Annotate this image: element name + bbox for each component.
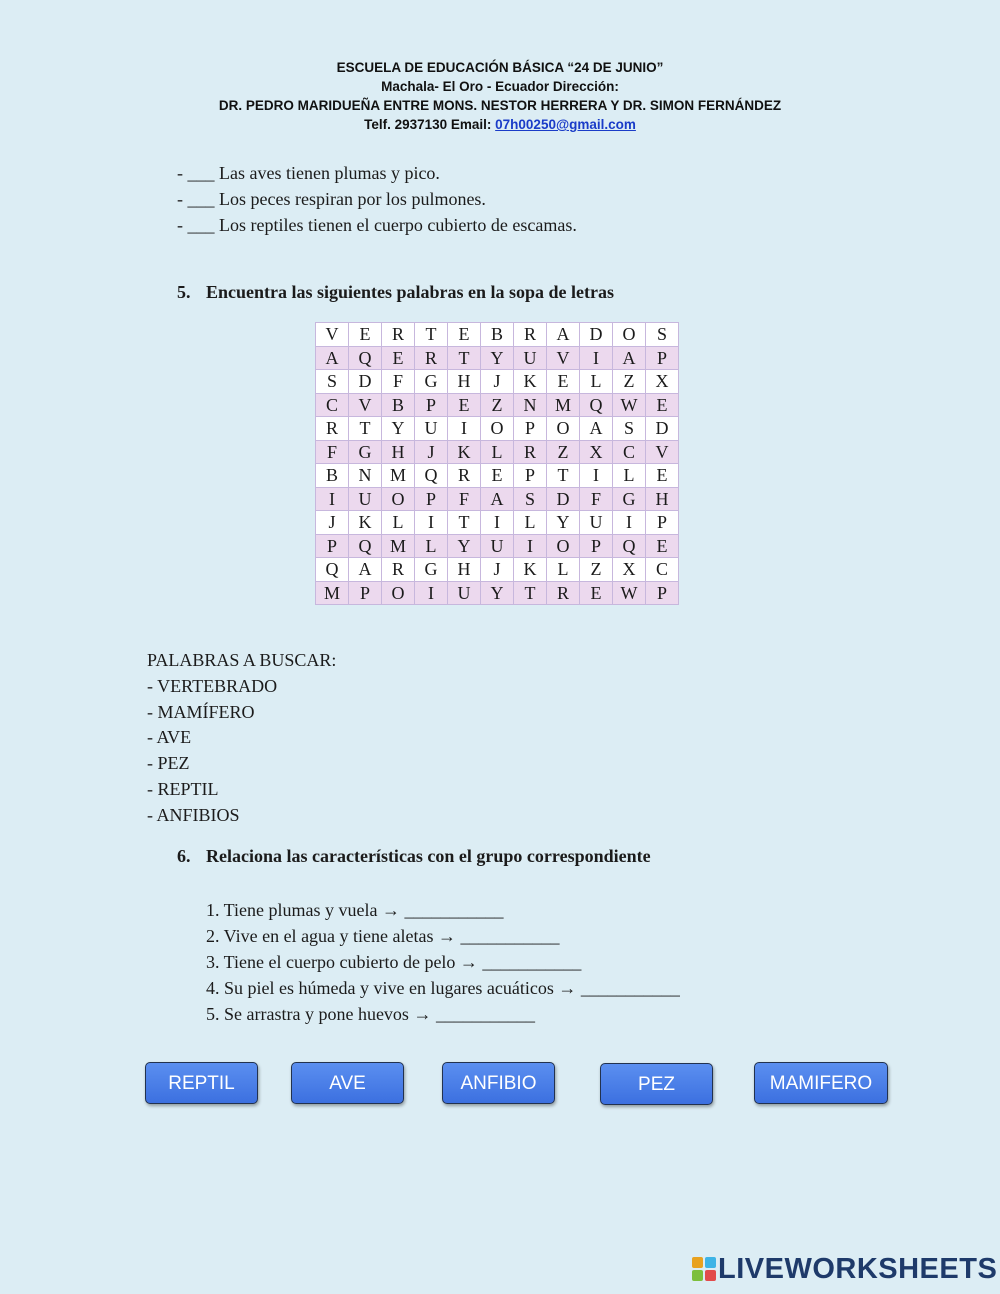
grid-cell[interactable]: M	[316, 581, 349, 605]
grid-cell[interactable]: E	[382, 346, 415, 370]
grid-cell[interactable]: R	[448, 464, 481, 488]
grid-row	[316, 464, 679, 488]
grid-cell[interactable]: U	[415, 417, 448, 441]
grid-cell[interactable]: R	[514, 323, 547, 347]
grid-cell[interactable]: A	[613, 346, 646, 370]
grid-cell[interactable]: M	[382, 464, 415, 488]
grid-row	[316, 393, 679, 417]
grid-cell[interactable]: U	[580, 511, 613, 535]
grid-cell[interactable]: N	[349, 464, 382, 488]
grid-cell[interactable]: S	[316, 370, 349, 394]
word-list-item: - AVE	[147, 727, 192, 748]
grid-cell[interactable]: I	[448, 417, 481, 441]
section-6-title: Relaciona las características con el grupo correspondiente	[206, 846, 651, 866]
grid-cell[interactable]: V	[349, 393, 382, 417]
word-list-item: - PEZ	[147, 753, 190, 774]
grid-cell[interactable]: F	[382, 370, 415, 394]
grid-cell[interactable]: Q	[349, 534, 382, 558]
grid-cell[interactable]: T	[547, 464, 580, 488]
word-list-item: - REPTIL	[147, 778, 219, 799]
grid-cell[interactable]: O	[382, 581, 415, 605]
grid-cell[interactable]: L	[580, 370, 613, 394]
true-false-list	[177, 160, 577, 238]
grid-cell[interactable]: X	[613, 558, 646, 582]
grid-cell[interactable]: D	[580, 323, 613, 347]
match-item: 5. Se arrastra y pone huevos → ___________	[206, 1004, 535, 1024]
grid-row	[316, 581, 679, 605]
grid-cell[interactable]: D	[547, 487, 580, 511]
grid-cell[interactable]: S	[646, 323, 679, 347]
grid-cell[interactable]: G	[415, 370, 448, 394]
true-false-item: - ___ Los reptiles tienen el cuerpo cubierto de escamas.	[177, 215, 577, 235]
grid-cell[interactable]: V	[547, 346, 580, 370]
school-header	[0, 58, 1000, 134]
grid-cell[interactable]: F	[580, 487, 613, 511]
match-item: 4. Su piel es húmeda y vive en lugares acuáticos → ___________	[206, 978, 680, 998]
grid-cell[interactable]: U	[349, 487, 382, 511]
grid-cell[interactable]: P	[316, 534, 349, 558]
word-list-title: PALABRAS A BUSCAR:	[147, 650, 337, 670]
word-list	[147, 648, 336, 829]
grid-cell[interactable]: U	[514, 346, 547, 370]
grid-cell[interactable]: J	[316, 511, 349, 535]
grid-cell[interactable]: H	[448, 370, 481, 394]
grid-cell[interactable]: Y	[448, 534, 481, 558]
grid-cell[interactable]: W	[613, 581, 646, 605]
grid-cell[interactable]: K	[448, 440, 481, 464]
grid-cell[interactable]: D	[349, 370, 382, 394]
grid-cell[interactable]: Z	[613, 370, 646, 394]
grid-cell[interactable]: E	[646, 464, 679, 488]
match-item: 1. Tiene plumas y vuela → ___________	[206, 900, 504, 920]
grid-cell[interactable]: Y	[481, 346, 514, 370]
email-link[interactable]: 07h00250@gmail.com	[495, 117, 636, 132]
grid-cell[interactable]: S	[613, 417, 646, 441]
grid-cell[interactable]: F	[448, 487, 481, 511]
liveworksheets-logo	[692, 1253, 997, 1286]
match-item: 3. Tiene el cuerpo cubierto de pelo → ___________	[206, 952, 582, 972]
grid-cell[interactable]: E	[448, 393, 481, 417]
section-5-heading	[177, 282, 614, 303]
grid-cell[interactable]: H	[646, 487, 679, 511]
grid-cell[interactable]: Y	[382, 417, 415, 441]
grid-cell[interactable]: X	[580, 440, 613, 464]
grid-cell[interactable]: P	[646, 511, 679, 535]
section-6-heading	[177, 846, 651, 867]
grid-cell[interactable]: J	[481, 370, 514, 394]
grid-cell[interactable]: O	[382, 487, 415, 511]
grid-cell[interactable]: L	[481, 440, 514, 464]
drag-option-reptil[interactable]: REPTIL	[145, 1062, 258, 1104]
grid-cell[interactable]: I	[580, 346, 613, 370]
grid-cell[interactable]: P	[646, 581, 679, 605]
grid-cell[interactable]: S	[514, 487, 547, 511]
grid-cell[interactable]: K	[514, 370, 547, 394]
true-false-item: - ___ Los peces respiran por los pulmones.	[177, 189, 486, 209]
grid-cell[interactable]: Y	[481, 581, 514, 605]
grid-cell[interactable]: C	[646, 558, 679, 582]
grid-cell[interactable]: T	[415, 323, 448, 347]
grid-cell[interactable]: P	[514, 417, 547, 441]
grid-cell[interactable]: I	[481, 511, 514, 535]
logo-text: LIVEWORKSHEETS	[718, 1253, 998, 1285]
section-5-number: 5.	[177, 282, 191, 302]
grid-cell[interactable]: E	[481, 464, 514, 488]
grid-cell[interactable]: R	[382, 323, 415, 347]
grid-cell[interactable]: O	[481, 417, 514, 441]
grid-row	[316, 323, 679, 347]
grid-cell[interactable]: R	[514, 440, 547, 464]
drag-option-anfibio[interactable]: ANFIBIO	[442, 1062, 555, 1104]
grid-cell[interactable]: P	[646, 346, 679, 370]
grid-cell[interactable]: P	[514, 464, 547, 488]
grid-cell[interactable]: M	[382, 534, 415, 558]
grid-cell[interactable]: C	[316, 393, 349, 417]
grid-cell[interactable]: P	[415, 393, 448, 417]
word-search-grid[interactable]	[315, 322, 679, 605]
true-false-item: - ___ Las aves tienen plumas y pico.	[177, 163, 440, 183]
grid-cell[interactable]: A	[580, 417, 613, 441]
grid-cell[interactable]: O	[547, 417, 580, 441]
word-list-item: - ANFIBIOS	[147, 804, 240, 825]
grid-cell[interactable]: R	[382, 558, 415, 582]
grid-cell[interactable]: V	[316, 323, 349, 347]
grid-cell[interactable]: T	[514, 581, 547, 605]
grid-cell[interactable]: C	[613, 440, 646, 464]
grid-cell[interactable]: A	[547, 323, 580, 347]
school-name: ESCUELA DE EDUCACIÓN BÁSICA “24 DE JUNIO”	[336, 60, 664, 75]
word-list-item: - VERTEBRADO	[147, 675, 278, 696]
grid-cell[interactable]: O	[547, 534, 580, 558]
grid-cell[interactable]: I	[415, 581, 448, 605]
grid-row	[316, 511, 679, 535]
liveworksheets-icon	[692, 1257, 716, 1281]
grid-cell[interactable]: I	[514, 534, 547, 558]
word-list-item: - MAMÍFERO	[147, 701, 255, 722]
grid-cell[interactable]: A	[349, 558, 382, 582]
grid-cell[interactable]: P	[349, 581, 382, 605]
grid-cell[interactable]: H	[382, 440, 415, 464]
grid-row	[316, 487, 679, 511]
grid-cell[interactable]: A	[316, 346, 349, 370]
grid-cell[interactable]: J	[415, 440, 448, 464]
grid-row	[316, 370, 679, 394]
grid-cell[interactable]: G	[415, 558, 448, 582]
grid-cell[interactable]: I	[415, 511, 448, 535]
school-contact	[0, 115, 1000, 134]
grid-cell[interactable]: R	[547, 581, 580, 605]
grid-cell[interactable]: U	[448, 581, 481, 605]
grid-cell[interactable]: G	[349, 440, 382, 464]
grid-cell[interactable]: K	[514, 558, 547, 582]
drag-option-mamifero[interactable]: MAMIFERO	[754, 1062, 888, 1104]
grid-cell[interactable]: B	[316, 464, 349, 488]
grid-cell[interactable]: L	[613, 464, 646, 488]
grid-row	[316, 534, 679, 558]
grid-row	[316, 440, 679, 464]
grid-cell[interactable]: R	[316, 417, 349, 441]
grid-cell[interactable]: E	[580, 581, 613, 605]
grid-cell[interactable]: Z	[547, 440, 580, 464]
grid-cell[interactable]: Y	[547, 511, 580, 535]
grid-row	[316, 558, 679, 582]
grid-cell[interactable]: L	[382, 511, 415, 535]
grid-cell[interactable]: M	[547, 393, 580, 417]
grid-cell[interactable]: P	[580, 534, 613, 558]
grid-cell[interactable]: Q	[613, 534, 646, 558]
grid-cell[interactable]: Z	[580, 558, 613, 582]
match-items	[206, 897, 680, 1027]
section-5-title: Encuentra las siguientes palabras en la sopa de letras	[206, 282, 615, 302]
drag-option-ave[interactable]: AVE	[291, 1062, 404, 1104]
grid-cell[interactable]: I	[613, 511, 646, 535]
grid-cell[interactable]: E	[547, 370, 580, 394]
drag-option-pez[interactable]: PEZ	[600, 1063, 713, 1105]
phone-text: Telf. 2937130 Email:	[364, 117, 496, 132]
grid-cell[interactable]: B	[481, 323, 514, 347]
grid-cell[interactable]: E	[646, 393, 679, 417]
grid-cell[interactable]: L	[514, 511, 547, 535]
grid-cell[interactable]: H	[448, 558, 481, 582]
grid-row	[316, 346, 679, 370]
school-location: Machala- El Oro - Ecuador Dirección:	[381, 79, 619, 94]
grid-cell[interactable]: F	[316, 440, 349, 464]
grid-cell[interactable]: Q	[349, 346, 382, 370]
grid-cell[interactable]: N	[514, 393, 547, 417]
grid-cell[interactable]: R	[415, 346, 448, 370]
grid-cell[interactable]: T	[448, 346, 481, 370]
grid-cell[interactable]: V	[646, 440, 679, 464]
grid-cell[interactable]: T	[448, 511, 481, 535]
grid-cell[interactable]: P	[415, 487, 448, 511]
grid-cell[interactable]: T	[349, 417, 382, 441]
section-6-number: 6.	[177, 846, 191, 866]
grid-cell[interactable]: D	[646, 417, 679, 441]
grid-cell[interactable]: U	[481, 534, 514, 558]
grid-cell[interactable]: I	[316, 487, 349, 511]
grid-cell[interactable]: E	[349, 323, 382, 347]
grid-cell[interactable]: J	[481, 558, 514, 582]
grid-cell[interactable]: Z	[481, 393, 514, 417]
grid-cell[interactable]: Q	[415, 464, 448, 488]
match-item: 2. Vive en el agua y tiene aletas → ___________	[206, 926, 560, 946]
grid-cell[interactable]: A	[481, 487, 514, 511]
grid-row	[316, 417, 679, 441]
school-address: DR. PEDRO MARIDUEÑA ENTRE MONS. NESTOR HERRERA Y DR. SIMON FERNÁNDEZ	[218, 98, 782, 113]
grid-cell[interactable]: K	[349, 511, 382, 535]
grid-cell[interactable]: W	[613, 393, 646, 417]
grid-cell[interactable]: I	[580, 464, 613, 488]
grid-cell[interactable]: E	[448, 323, 481, 347]
grid-cell[interactable]: B	[382, 393, 415, 417]
grid-cell[interactable]: E	[646, 534, 679, 558]
grid-cell[interactable]: G	[613, 487, 646, 511]
grid-cell[interactable]: Q	[580, 393, 613, 417]
grid-cell[interactable]: L	[415, 534, 448, 558]
grid-cell[interactable]: Q	[316, 558, 349, 582]
grid-cell[interactable]: X	[646, 370, 679, 394]
grid-cell[interactable]: O	[613, 323, 646, 347]
grid-cell[interactable]: L	[547, 558, 580, 582]
